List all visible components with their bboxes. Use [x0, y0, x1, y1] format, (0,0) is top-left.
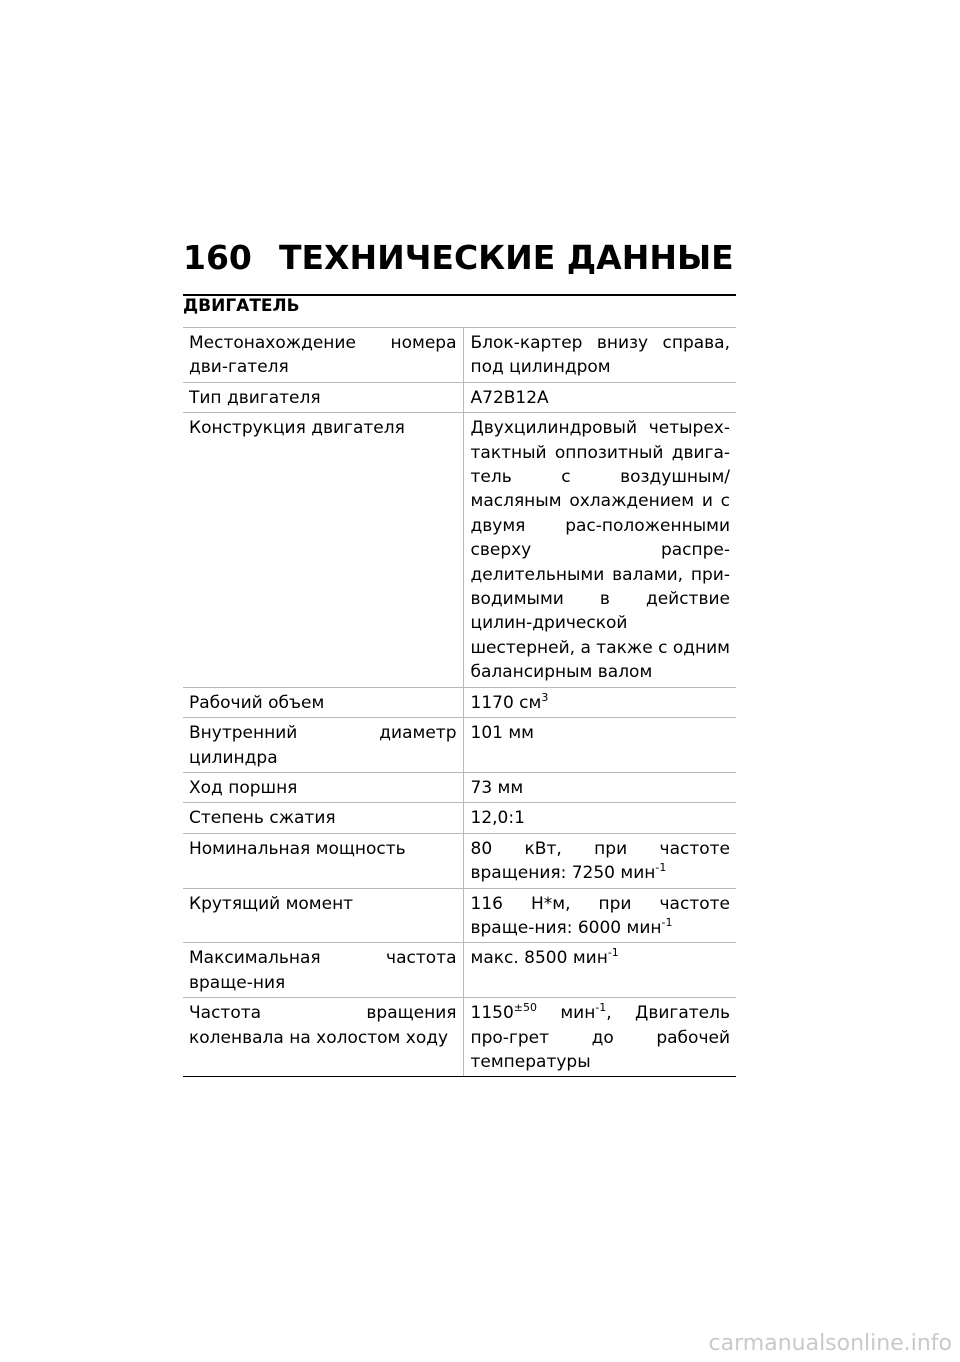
spec-value-superscript: -1	[607, 946, 619, 960]
spec-label: Крутящий момент	[183, 888, 463, 943]
table-row	[183, 718, 736, 773]
table-row	[183, 888, 736, 943]
spec-label: Частота вращения коленвала на холостом ходу	[183, 998, 463, 1077]
spec-value-superscript: -1	[661, 915, 673, 929]
spec-value-unit: мин	[536, 1003, 596, 1024]
table-row	[183, 943, 736, 998]
spec-value	[463, 833, 736, 888]
spec-label: Рабочий объем	[183, 687, 463, 717]
spec-value	[463, 943, 736, 998]
page-header	[183, 236, 734, 280]
spec-value: Блок-картер внизу справа, под цилиндром	[463, 328, 736, 383]
spec-label: Внутренний диаметр цилиндра	[183, 718, 463, 773]
table-row	[183, 998, 736, 1077]
engine-spec-table	[183, 327, 736, 1077]
footer-watermark: carmanualsonline.info	[708, 1331, 952, 1356]
spec-value: 73 мм	[463, 772, 736, 802]
spec-value: 101 мм	[463, 718, 736, 773]
spec-label: Максимальная частота враще-ния	[183, 943, 463, 998]
spec-value-text: макс. 8500 мин	[470, 948, 608, 969]
spec-value	[463, 687, 736, 717]
table-row	[183, 382, 736, 412]
spec-label: Ход поршня	[183, 772, 463, 802]
spec-value-superscript: -1	[655, 861, 667, 875]
spec-value: Двухцилиндровый четырех-тактный оппозитный двига-тель с воздушным/масляным охлаждением и с двумя рас-положенными сверху распре-делительными валами, при-водимыми в действие цилин-дрической шестерней, а также с одним балансирным валом	[463, 413, 736, 687]
spec-value-text: 116 Н*м, при частоте враще-ния: 6000 мин	[470, 893, 730, 938]
section-title: ДВИГАТЕЛЬ	[183, 296, 300, 316]
spec-label: Конструкция двигателя	[183, 413, 463, 687]
spec-label: Степень сжатия	[183, 803, 463, 833]
chapter-title: ТЕХНИЧЕСКИЕ ДАННЫЕ	[279, 238, 734, 277]
spec-value: 12,0:1	[463, 803, 736, 833]
spec-value-note: , Двигатель про-грет до рабочей температуры	[470, 1003, 730, 1072]
spec-value-text: 80 кВт, при частоте вращения: 7250 мин	[470, 838, 730, 884]
table-row	[183, 328, 736, 383]
spec-value: A72B12A	[463, 382, 736, 412]
table-row	[183, 772, 736, 802]
spec-value	[463, 998, 736, 1077]
spec-value-unit-superscript: -1	[595, 1001, 607, 1015]
spec-value	[463, 888, 736, 943]
spec-value-superscript: ±50	[513, 1001, 537, 1015]
table-row	[183, 413, 736, 687]
table-row	[183, 803, 736, 833]
page-number: 160	[183, 238, 252, 277]
spec-value-text: 1170 см	[470, 692, 542, 713]
table-row	[183, 833, 736, 888]
spec-value-superscript: 3	[541, 690, 549, 704]
table-row	[183, 687, 736, 717]
spec-label: Номинальная мощность	[183, 833, 463, 888]
spec-value-text: 1150	[470, 1003, 514, 1024]
spec-label: Местонахождение номера дви-гателя	[183, 328, 463, 383]
spec-label: Тип двигателя	[183, 382, 463, 412]
